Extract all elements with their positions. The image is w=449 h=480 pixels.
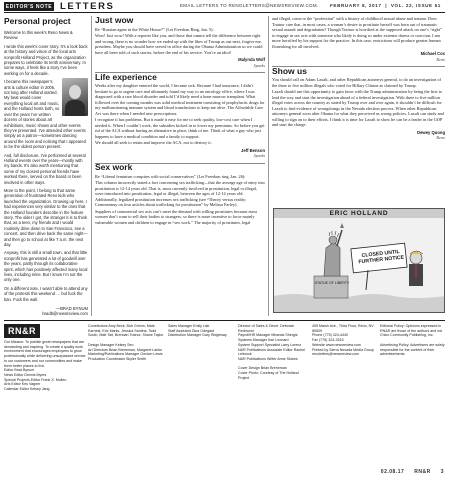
editors-note-tag: EDITOR'S NOTE [5, 3, 53, 10]
letter-paragraph: I recognize it has problems. But it made it easy for me to seek quality, low-cost care when I needed it. When I couldn’t work, the subsidies kicked in to lower my premiums. So before you get rid of the ACA without having an alternative in place, think of me. Think of what a guy who just happens to have a medical condition and a family to support. [95, 117, 265, 139]
address: 405 Marsh Ave., Third Floor, Reno, NV 89509 [312, 324, 374, 333]
page-header [0, 0, 449, 12]
editors-note-title: Personal project [4, 16, 71, 26]
footer-publication: RN&R [414, 469, 431, 475]
letter-title: Show us [272, 65, 307, 76]
footer-date: 02.08.17 [380, 469, 405, 475]
letter-author: Malynda Wolf [238, 57, 265, 62]
editors-note-p7: On a different note, I wasn’t able to attend any of the protests this weekend … but fuck the ban. Fuck the wall. [4, 285, 88, 302]
editors-note-p3: I became this newspaper’s arts & culture editor in 2006, not long after Holland started. My beat would cover everything local art and music, and the Holland hosts both, so over the years I’ve written dozens of stories about art exhibitions, music shows and other events they’ve presented. I’ve attended other events simply as a patron—sometimes dancing around the room and noticing that I appeared to be the oldest person present. [4, 79, 86, 150]
nr-associate-editor-credit: N&R Publications Associate Editor Rachel Leibrock [238, 347, 305, 357]
column-divider [91, 16, 92, 316]
system-support-credit: System Support Specialist Larry Lorenz [238, 342, 302, 347]
cartoon-drawing [274, 218, 445, 313]
printer-credit: Printed by Sierra Nevada Media Group [312, 347, 374, 352]
letters-column-right [272, 16, 445, 144]
editors-note-p2: I wrote this week’s cover story. It’s a look back at the history and vision of the local arts nonprofit Holland Project, as the organization prepares to celebrate its tenth anniversary. In some ways, it feels like a story I’ve been working on for a decade. [4, 43, 88, 76]
letter-continued: and illegal, come to the “profession” with a history of childhood sexual abuse and trauma. Does Trainor care that, in most cases, a woman’s desire to prostitute herself was born out of traumatic sexual assault and degradation? Though Trainor is horrified at the supposed attack on one’s “right” to engage in sex acts with someone who likely is doing so under extreme duress or coercion, I am more horrified by his support for the practice. In this case, restrictions will produce greater human flourishing for all involved. [272, 16, 442, 49]
rnr-logo: RN&R [4, 324, 40, 338]
letter-title: Just wow [95, 15, 134, 25]
letter-paragraph: Laxalt should use this opportunity to gain favor with the Trump administration by being the first to lead the way and start the investigation ahead of a federal investigation. With three to five million illegal votes across the country as stated by Trump over and over again, it shouldn’t be difficult for Laxalt to find evidence of wrongdoings in the Nevada election process. When other Republican attorneys general soon after Obama for what they perceived as wrong policies, Laxalt can study and willing to sign on to their efforts. I think it is time for Laxalt to show he can be a leader in the GOP and start the charge. [272, 89, 444, 127]
arts-credit: Arts Editor Kris Vagner [4, 382, 41, 387]
cartoon-sign: CLOSED UNTIL FURTHER NOTICE [358, 249, 405, 266]
editors-note-p5: More to the point, I belong to that same generation of frustrated Reno kids who launched the organization. Growing up here, I had experiences very similar to the ones that the Holland founders describe in the feature story. The older I got, the stranger it is to think that, as a teen, my friends and I would routinely drive down to San Francisco, see a concert, and then drive back the same night—and then go to school at like 7 a.m. the next day. [4, 187, 88, 248]
letter-paragraph: Suppliers of commercial sex acts can’t meet the demand with willing prostitutes because most women don’t want to sell their bodies to strangers, so there is more incentive to force mainly vulnerable women and children to engage in “sex work.” The majority of prostitutes, legal [95, 208, 257, 225]
editor-photo [62, 78, 88, 116]
editors-note [4, 16, 88, 316]
sales-manager-credit: Sales Manager Emily Lisk [168, 324, 210, 328]
letter-paragraph: Weeks after my daughter entered the world, I became sick. Because I had insurance, I didn’t hesitate to go to urgent care and ultimately found my way to an oncology office, where I was diagnosed with a rare blood disorder and told I’d likely need a bone marrow transplant. What followed over the coming months was solid medical treatment consisting of prophylactic drugs for my malfunctioning immune system and blood transfusions to keep me alive. The Affordable Care Act was there when I needed new prescriptions. [95, 83, 265, 116]
column-divider [268, 16, 269, 316]
letter-paragraph: Wow! Just wow! With a reporter like you, and those that cannot tell the difference between right and wrong, there is no wonder how we ended up with the likes of Trump as our next, forgive me, president. Maybe you should have served in office during the Obama Administration so we could have all been told of such stories, before the end of his service. You’re an idiot! [95, 33, 263, 55]
letter-paragraph: Re “Liberal feminism conspires with social conservatives” (Let Freedom ring, Jan. 26): [95, 173, 246, 179]
staff-assistant-credit: Staff Assistant Gina Odegard [168, 328, 215, 333]
contributors-credit: Contributors Amy Beck, Bob Grimm, Mark Earnest, Eric Marks, Jessica Santina, Todd South, Matt Tait, Brendan Trainor, Shane Taylor [88, 324, 164, 338]
header-rule [4, 12, 445, 13]
editorial-policy: Editorial Policy: Opinions expressed in RN&R are those of the authors and not Chico Community Publishing, Inc. [380, 324, 443, 338]
cartoon-base-label: STATUE OF LIBERTY [314, 281, 350, 285]
masthead-contact [312, 324, 378, 357]
marketing-credit: Marketing/Publications Manager Gordon Lewis [88, 352, 163, 357]
issue-date: FEBRUARY 8, 2017 [330, 3, 382, 8]
letter-location: Sparks [253, 153, 265, 158]
masthead-policies [380, 324, 446, 357]
calendar-credit: Calendar Editor Kelsey Jang [4, 387, 50, 392]
letters-email-link[interactable]: renoletters@newsreview.com [312, 352, 359, 357]
masthead-operations [238, 324, 310, 380]
masthead-contributors [88, 324, 166, 362]
cover-design-credit: Cover Design Brian Breneman [238, 366, 287, 371]
letter-location: Reno [436, 56, 445, 62]
masthead-rule [4, 320, 445, 321]
production-credit: Production Coordinator Skyler Smith [88, 356, 147, 361]
news-credit: News Editor Dennis Myers [4, 372, 47, 377]
payroll-credit: Payroll/HR Manager Miranda Shergis [238, 333, 298, 338]
editor-signature: —BRAD BYNUM [55, 306, 88, 312]
editor-credit: Editor Brad Bynum [4, 368, 35, 373]
section-title: LETTERS [60, 1, 115, 12]
editors-note-p1: Welcome to this week’s Reno News & Review. [4, 30, 73, 41]
letters-email[interactable]: EMAIL LETTERS TO RENOLETTERS@NEWSREVIEW.COM. [180, 3, 319, 8]
letter-author: Jeff Benson [241, 147, 265, 153]
editorial-cartoon [273, 208, 445, 313]
cartoonist-label: ERIC HOLLAND [274, 209, 444, 218]
distribution-credit: Distribution Manager Gary Ridgeway [168, 333, 227, 338]
advertising-policy: Advertising Policy: Advertisers are solely responsible for the content of their advertisements. [380, 342, 445, 357]
art-directors-credit: Art Directors Brian Breneman, Margaret Larkin [88, 347, 163, 352]
systems-credit: Systems Manager Kari Leonard [238, 338, 289, 343]
masthead-mission [4, 340, 86, 392]
mission-text: Our Mission: To publish great newspapers that are demanding and inspiring. To create a quality work environment that encourages employees to grow professionally while delivering unsurpassed service to our customers and our communities and make them better places to live. [4, 340, 86, 368]
fax: Fax (775) 324-2515 [312, 338, 344, 343]
letter-location: Reno [436, 135, 445, 140]
letter-paragraph: This column incorrectly stated a fact concerning sex trafficking—that the average age of entry into prostitution is 12-14 years old. That is, most currently involved in prostitution, legal or illegal, were introduced into prostitution, legal or illegal, between the ages of 12-14 years old. Additionally, legalized prostitution increases sex trafficking (see “Theory versus reality: Commentary on four articles about trafficking for prostitution” by Melissa Farley). [95, 180, 265, 207]
editors-note-p6: Anyway, this is still a small town, and that little nonprofit has generated a lot of goodwill over the years, partly through its collaborative spirit, which has positively affected many local lives, including mine. But I know I’m not the only one. [4, 250, 88, 283]
letter-paragraph: We should all seek to retain and improve the ACA, not to destroy it. [95, 140, 212, 145]
page-footer [330, 469, 448, 479]
letter-title: Sex work [95, 162, 133, 172]
director-credit: Director of Sales & Devel. Deborah Redmond [238, 324, 294, 333]
issue-volume: VOL. 22, ISSUE 51 [390, 3, 441, 8]
letter-location: Sparks [253, 62, 265, 68]
masthead-sales [168, 324, 236, 338]
editors-note-p4: And, full disclosure, I’ve performed at several Holland events over the years—mostly with my bands. It’s also worth mentioning that some of my closest personal friends have worked there, served on the board or been involved in other ways. [4, 152, 86, 185]
nr-writer-credit: N&R Publications Writer Anne Stokes [238, 356, 298, 361]
letter-title: Life experience [95, 71, 157, 82]
editor-email[interactable]: bradb@newsreview.com [42, 311, 88, 317]
letter-author: Michael Cox [420, 51, 445, 56]
page-number: 3 [440, 469, 444, 475]
cover-photo-credit: Cover Photo: Courtesy of The Holland Project [238, 371, 299, 380]
website-link[interactable]: Website www.newsreview.com [312, 342, 361, 347]
letters-column [95, 16, 265, 226]
letter-author: Dewey Quong [417, 129, 445, 135]
letter-paragraph: Re “Russian agent in the White House?” (Let Freedom Ring, Jan. 5): [95, 26, 214, 32]
design-credit: Design Manager Kelsey Seo [88, 342, 134, 347]
issue-dateline: FEBRUARY 8, 2017 | VOL. 22, ISSUE 51 [330, 3, 441, 8]
phone: Phone (775) 324-4440 [312, 333, 348, 338]
letter-paragraph: You should call on Adam Laxalt, and other Republican attorneys general, to do an investigation of the three to five million illegals who voted for Hillary Clinton as claimed by Trump. [272, 77, 441, 88]
special-credit: Special Projects Editor Frank X. Mullen [4, 377, 67, 382]
